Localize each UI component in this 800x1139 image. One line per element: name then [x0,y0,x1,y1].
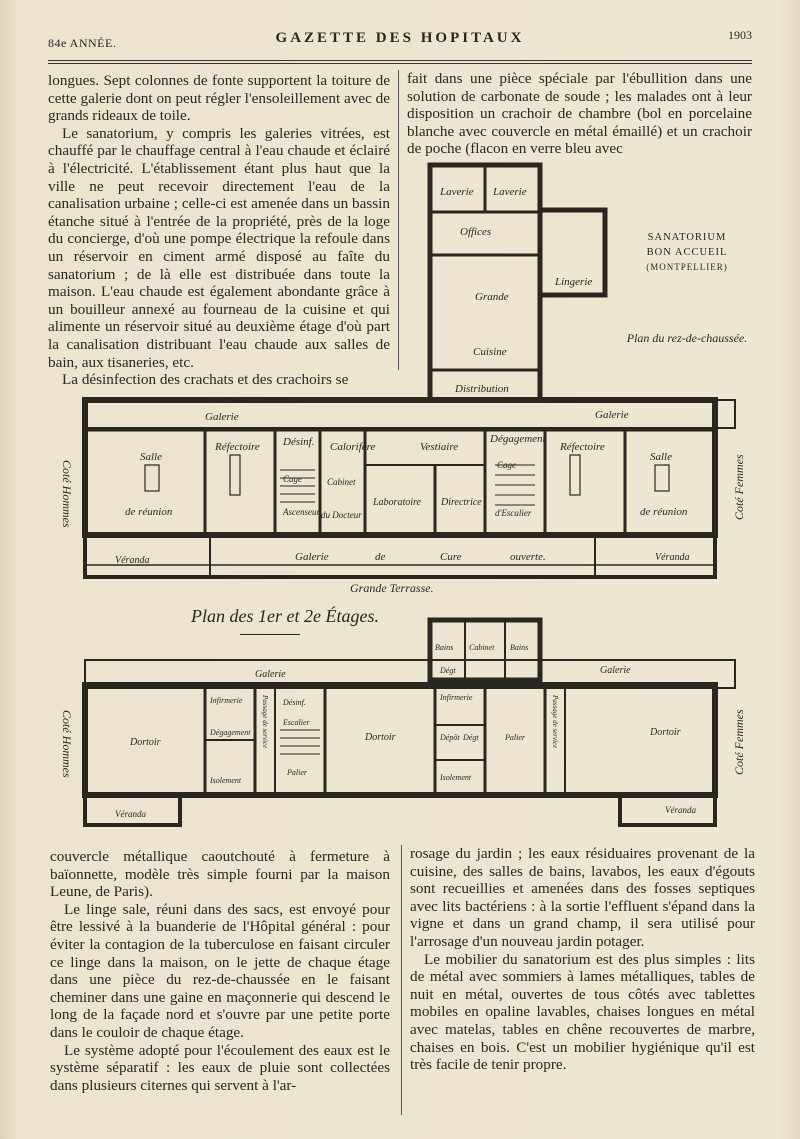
room-label: Offices [460,226,492,238]
room-label: Ascenseur [283,507,320,517]
room-label: Dortoir [365,732,396,743]
cure-gallery [85,535,715,577]
terrace-label: Grande Terrasse. [350,581,434,595]
room-label: Directrice [441,497,482,508]
room-label: Cabinet [327,477,356,487]
side-label-right: Coté Femmes [732,709,746,775]
room-label: Galerie [600,665,631,676]
room-label: Cuisine [473,346,507,358]
room-label: Désinf. [283,436,315,448]
volume-label: 84e ANNÉE. [48,36,117,50]
ground-floor-plan [55,160,755,600]
upper-main-block [85,685,715,795]
paragraph: fait dans une pièce spéciale par l'ébullition dans une solution de carbonate de soude ; les malades ont à leur disposition un crachoir de chambre (bol en porcelaine blanche avec couvercle en métal émaillé) et un crachoir de poche (flacon en verre bleu avec [407,70,752,158]
paragraph: rosage du jardin ; les eaux résiduaires provenant de la cuisine, des salles de bains, lavabos, les eaux d'égouts sont recueillies et amenées dans des fosses septiques avec lits bactériens : à la sortie l'effluent s'épand dans la vigne et dans un grand champ, il sera utilisé pour l'arrosage d'un nouveau jardin potager. [410,845,755,950]
room-label: Palier [287,768,307,777]
room-label: Bains [435,643,454,652]
room-label: Passage de service [261,695,269,749]
room-label: Laverie [493,186,527,198]
room-label: de [375,551,386,563]
room-label: Galerie [255,669,286,680]
room-label: Salle [140,451,162,463]
room-label: Cabinet [469,643,495,652]
room-label: Véranda [115,809,146,819]
room-label: Laboratoire [373,497,421,508]
room-label: Cage [497,460,516,470]
room-label: Lingerie [555,276,593,288]
upper-plan-title: Plan des 1er et 2e Étages. [191,606,379,626]
room-label: Passage de service [551,695,559,749]
room-label: Galerie [595,409,629,421]
plan-subtitle: Plan du rez-de-chaussée. [626,331,748,345]
room-label: Palier [505,733,525,742]
room-label: de réunion [640,506,688,518]
room-label: Galerie [295,551,329,563]
room-label: Cage [283,474,302,484]
room-label: Vestiaire [420,441,459,453]
room-label: Dégagement [490,433,546,445]
room-label: Bains [510,643,529,652]
room-label: Dortoir [130,737,161,748]
upper-floor-plan [55,615,755,840]
room-label: Véranda [665,805,696,815]
room-label: d'Escalier [495,508,532,518]
room-label: Calorifère [330,441,376,453]
paragraph: longues. Sept colonnes de fonte supportent la toiture de cette galerie dont on peut régler l'ensoleillement avec de grands rideaux de toile. [48,72,390,125]
room-label: Véranda [655,552,690,563]
page-number: 1903 [728,28,752,42]
column-divider [401,845,402,1115]
paragraph: couvercle métallique caoutchouté à fermeture à baïonnette, modèle très simple fourni par la maison Leune, de Paris). [50,848,390,901]
room-label: Dégt [440,666,456,675]
side-label-right: Coté Femmes [732,454,746,520]
room-label: Désinf. [283,698,306,707]
room-label: Salle [650,451,672,463]
room-label: Dépôt [440,733,460,742]
room-label: Escalier [283,718,310,727]
paragraph: Le système adopté pour l'écoulement des eaux est le système séparatif : les eaux de pluie sont collectées dans plusieurs citernes qui servent à l'ar- [50,1041,390,1094]
room-label: Isolement [440,773,472,782]
side-label-left: Coté Hommes [60,710,74,778]
bottom-left-column [50,848,390,1094]
plan-title-line: SANATORIUM [647,232,727,243]
top-right-column [407,70,752,158]
running-header [48,28,752,50]
room-label: de réunion [125,506,173,518]
paragraph: Le sanatorium, y compris les galeries vitrées, est chauffé par le chauffage central à l'eau chaude et éclairé à l'électricité. L'établissement étant plus haut que la ville ne peut recevoir directement l'eau de la canalisation urbaine ; celle-ci est amenée dans un bassin étanche situé à l'entrée de la propriété, près de la loge du concierge, d'où une pompe électrique la refoule dans un réservoir en ciment armé disposé au faîte du sanatorium ; de là elle est distribuée dans toute la maison. L'eau chaude est également abondante grâce à un bouilleur annexé au fourneau de la cuisine et qui alimente un réservoir situé au deuxième étage d'où part la canalisation distribuant l'eau chaude aux salles de bain, aux tisaneries, etc. [48,124,390,371]
header-rule-2 [48,63,752,64]
room-label: Isolement [210,776,242,785]
plan-title-line: (MONTPELLIER) [646,262,728,272]
room-label: Dégt [463,733,479,742]
room-label: Cure [440,551,462,563]
room-label: Galerie [205,411,239,423]
paragraph: Le mobilier du sanatorium est des plus simples : lits de métal avec sommiers à lames métalliques, tables de nuit en métal, ouvertes de tous côtés avec tablettes mobiles en opaline lavables, chaises longues en métal avec matelas, tables en chêne recouvertes de marbre, chaises en bois. C'est un mobilier hygiénique qu'il est très facile de tenir propre. [410,950,755,1074]
room-label: ouverte. [510,551,546,563]
room-label: Dortoir [650,727,681,738]
paragraph: La désinfection des crachats et des crachoirs se [62,371,349,389]
journal-title: GAZETTE DES HOPITAUX [275,30,525,46]
room-label: Infirmerie [440,693,473,702]
room-label: Infirmerie [210,696,243,705]
side-label-left: Coté Hommes [60,460,74,528]
room-label: Dégagement [210,728,251,737]
paragraph: Le linge sale, réuni dans des sacs, est envoyé pour être lessivé à la buanderie de l'Hôpital général : pour éviter la contagion de la tuberculose en faisant circuler ce linge dans la maison, on le jette de chaque étage dans une pièce du rez-de-chaussée en le faisant cheminer dans une gaine en maçonnerie qui descend le long de la façade nord et s'ouvre par une petite porte dans le couloir de chaque étage. [50,900,390,1041]
header-rule [48,60,752,61]
plan-title-line: BON ACCUEIL [646,247,728,258]
bottom-right-column [410,845,755,1074]
room-label: Distribution [455,383,509,395]
room-label: Véranda [115,555,150,566]
room-label: Laverie [440,186,474,198]
room-label: Réfectoire [560,441,605,453]
room-label: Réfectoire [215,441,260,453]
room-label: du Docteur [321,510,362,520]
room-label: Grande [475,291,509,303]
